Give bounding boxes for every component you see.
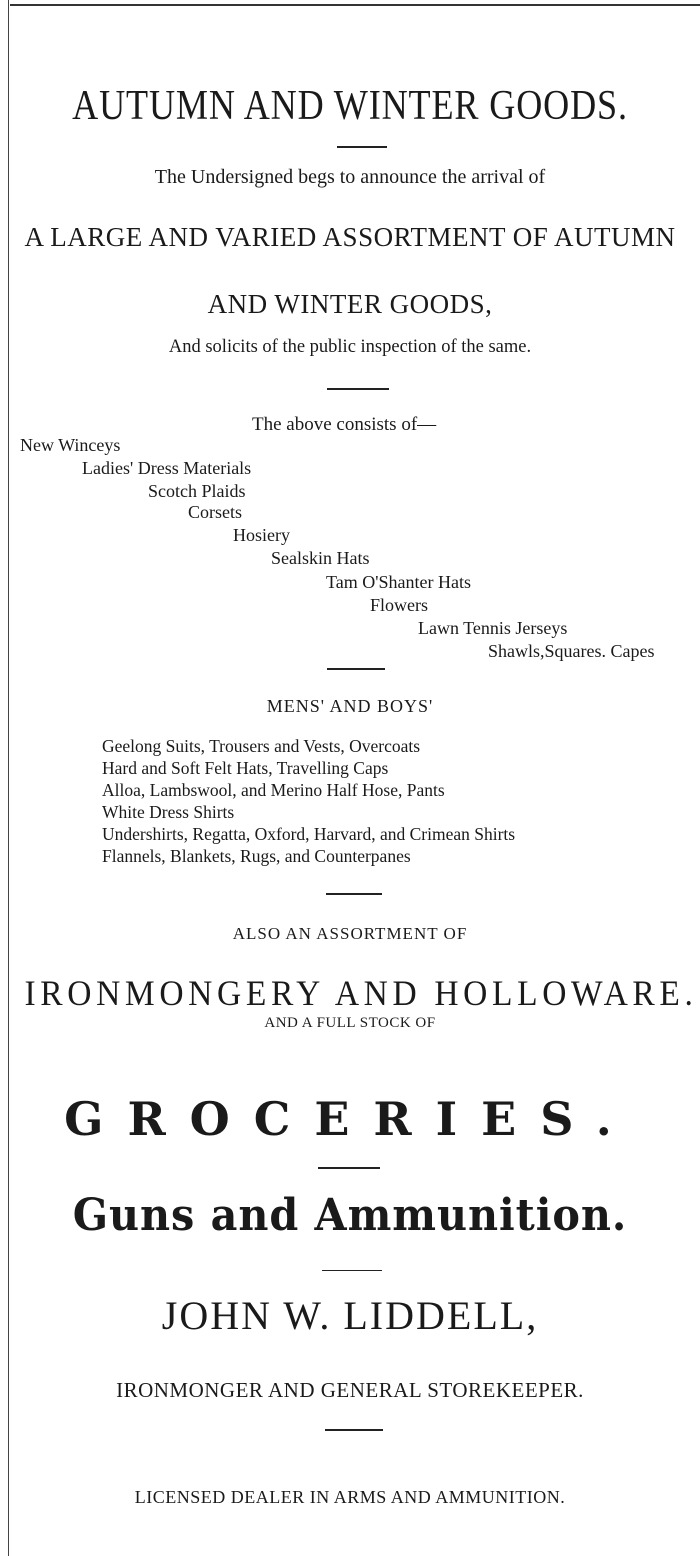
mens-line: White Dress Shirts: [102, 802, 235, 822]
mens-line: Geelong Suits, Trousers and Vests, Overcoats: [102, 736, 421, 756]
groceries-heading: GROCERIES.: [64, 1092, 636, 1146]
divider-rule: [325, 1429, 383, 1431]
full-stock-text: AND A FULL STOCK OF: [264, 1015, 436, 1031]
mens-heading: MENS' AND BOYS': [266, 696, 434, 716]
divider-rule: [327, 668, 385, 670]
merchant-name: JOHN W. LIDDELL,: [161, 1293, 539, 1338]
goods-item: Scotch Plaids: [148, 481, 246, 501]
also-text: ALSO AN ASSORTMENT OF: [232, 924, 468, 943]
divider-rule: [337, 146, 387, 148]
solicit-text: And solicits of the public inspection of the same.: [168, 337, 532, 357]
ironmongery-heading: IRONMONGERY AND HOLLOWARE.: [24, 973, 698, 1013]
divider-rule: [322, 1270, 382, 1271]
goods-item: Lawn Tennis Jerseys: [418, 618, 568, 638]
goods-item: Ladies' Dress Materials: [82, 458, 252, 478]
goods-item: Flowers: [370, 595, 428, 615]
guns-heading: Guns and Ammunition.: [72, 1190, 628, 1241]
goods-item: Sealskin Hats: [271, 548, 370, 568]
top-border: [10, 4, 700, 6]
mens-line: Flannels, Blankets, Rugs, and Counterpanes: [102, 846, 411, 866]
mens-line: Alloa, Lambswool, and Merino Half Hose, Pants: [102, 780, 445, 800]
goods-item: Tam O'Shanter Hats: [326, 572, 471, 592]
licence-text: LICENSED DEALER IN ARMS AND AMMUNITION.: [134, 1487, 566, 1507]
goods-item: New Winceys: [20, 435, 121, 455]
goods-item: Corsets: [188, 502, 242, 522]
assortment-line-2: AND WINTER GOODS,: [207, 289, 493, 319]
assortment-line-1: A LARGE AND VARIED ASSORTMENT OF AUTUMN: [24, 222, 676, 252]
goods-item: Shawls,Squares. Capes: [488, 641, 655, 661]
divider-rule: [318, 1167, 380, 1169]
divider-rule: [327, 388, 389, 390]
ad-title: AUTUMN AND WINTER GOODS.: [72, 83, 628, 129]
goods-lead: The above consists of—: [252, 414, 437, 435]
goods-item: Hosiery: [233, 525, 290, 545]
divider-rule: [326, 893, 382, 895]
mens-line: Undershirts, Regatta, Oxford, Harvard, and Crimean Shirts: [102, 824, 516, 844]
merchant-trade: IRONMONGER AND GENERAL STOREKEEPER.: [116, 1378, 584, 1402]
mens-line: Hard and Soft Felt Hats, Travelling Caps: [102, 758, 389, 778]
intro-text: The Undersigned begs to announce the arrival of: [154, 166, 546, 188]
